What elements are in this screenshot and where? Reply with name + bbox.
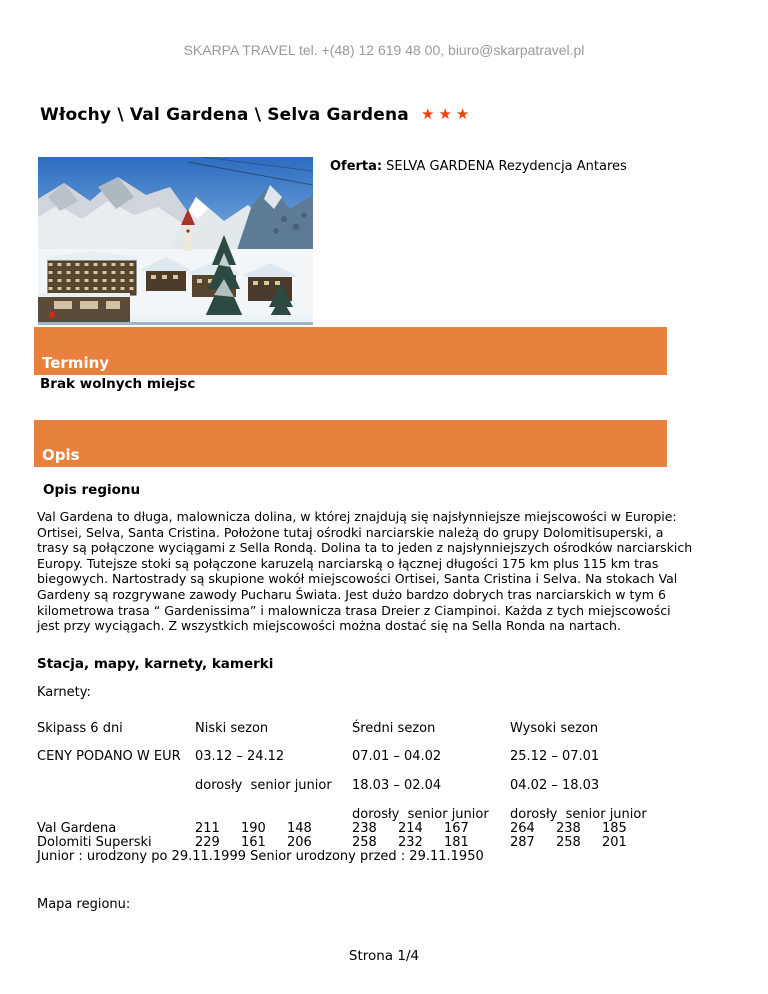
table-header: Wysoki sezon [510, 721, 599, 736]
station-heading: Stacja, mapy, karnety, kamerki [37, 656, 274, 672]
price-group [195, 835, 333, 850]
table-header-row [37, 721, 737, 737]
skipass-price-table [37, 721, 737, 866]
section-title: Opis [42, 446, 80, 464]
map-label: Mapa regionu: [37, 897, 131, 912]
ski-village-illustration [38, 157, 313, 325]
agency-contact-header: SKARPA TRAVEL tel. +(48) 12 619 48 00, biuro@skarpatravel.pl [183, 42, 585, 58]
price-group [510, 835, 648, 850]
offer-line [330, 159, 627, 174]
breadcrumb: Włochy \ Val Gardena \ Selva Gardena [40, 105, 409, 125]
table-header: Niski sezon [195, 721, 269, 736]
age-group-labels: dorosły senior junior [510, 807, 647, 822]
price-value: 206 [287, 835, 312, 850]
section-banner-terminy [34, 327, 667, 375]
table-row [37, 749, 737, 765]
star-icon: ★ [438, 105, 456, 123]
region-description: Val Gardena to długa, malownicza dolina, w której znajdują się najsłynniejsze miejscowości w Europie: Ortisei, Selva, Santa Cristina. Położone tutaj ośrodki narciarskie należą do grupy Dolomitisuperski, a trasy są połączone wyciągami z Sella Rondą. Dolina ta to jeden z najsłynniejszych ośrodków narciarskich Europy. Tutejsze stoki są połączone karuzelą narciarską o łącznej długości 175 km plus 115 km tras biegowych. Nartostrady są skupione wokół miejscowości Ortisei, Santa Cristina i Selva. Na stokach Val Gardeny są rozgrywane zawody Pucharu Świata. Jest dużo bardzo dobrych tras narciarskich w tym 6 kilometrowa trasa “ Gardenissima” i malownicza trasa Dreier z Ciampinoi. Każda z tych miejscowości jest przy wyciągach. Z wszystkich miejscowości można dostać się na Sella Ronda na nartach. [37, 509, 693, 634]
rating-stars [421, 105, 473, 123]
section-banner-opis [34, 420, 667, 467]
price-value: 232 [398, 835, 423, 850]
price-value: 201 [602, 835, 627, 850]
currency-note: CENY PODANO W EUR [37, 749, 181, 764]
page-title [40, 105, 473, 125]
price-value: 148 [287, 821, 312, 836]
section-title: Terminy [42, 354, 110, 372]
date-range: 25.12 – 07.01 [510, 749, 600, 764]
star-icon: ★ [420, 105, 439, 123]
price-group [352, 835, 490, 850]
age-group-labels: dorosły senior junior [195, 778, 332, 793]
price-value: 258 [352, 835, 377, 850]
date-range: 03.12 – 24.12 [195, 749, 285, 764]
price-value: 238 [556, 821, 581, 836]
table-header: Średni sezon [352, 721, 436, 736]
price-value: 167 [444, 821, 469, 836]
region-subheading: Opis regionu [43, 482, 141, 498]
price-value: 211 [195, 821, 220, 836]
resort-name: Dolomiti Superski [37, 835, 152, 850]
age-definition-note: Junior : urodzony po 29.11.1999 Senior urodzony przed : 29.11.1950 [37, 849, 484, 864]
price-value: 161 [241, 835, 266, 850]
date-range: 07.01 – 04.02 [352, 749, 442, 764]
resort-name: Val Gardena [37, 821, 117, 836]
availability-status: Brak wolnych miejsc [40, 376, 196, 392]
price-value: 229 [195, 835, 220, 850]
age-group-labels: dorosły senior junior [352, 807, 489, 822]
karnety-label: Karnety: [37, 685, 91, 700]
price-value: 185 [602, 821, 627, 836]
table-header: Skipass 6 dni [37, 721, 123, 736]
price-group [195, 821, 333, 836]
price-value: 287 [510, 835, 535, 850]
table-row [37, 778, 737, 794]
date-range: 18.03 – 02.04 [352, 778, 442, 793]
date-range: 04.02 – 18.03 [510, 778, 600, 793]
price-value: 214 [398, 821, 423, 836]
price-value: 264 [510, 821, 535, 836]
price-value: 190 [241, 821, 266, 836]
offer-label: Oferta: [330, 159, 383, 174]
page-number: Strona 1/4 [348, 948, 420, 964]
price-value: 181 [444, 835, 469, 850]
price-value: 238 [352, 821, 377, 836]
resort-photo [38, 157, 313, 325]
price-value: 258 [556, 835, 581, 850]
offer-value: SELVA GARDENA Rezydencja Antares [386, 159, 627, 174]
price-group [510, 821, 648, 836]
star-icon: ★ [455, 105, 474, 123]
price-group [352, 821, 490, 836]
